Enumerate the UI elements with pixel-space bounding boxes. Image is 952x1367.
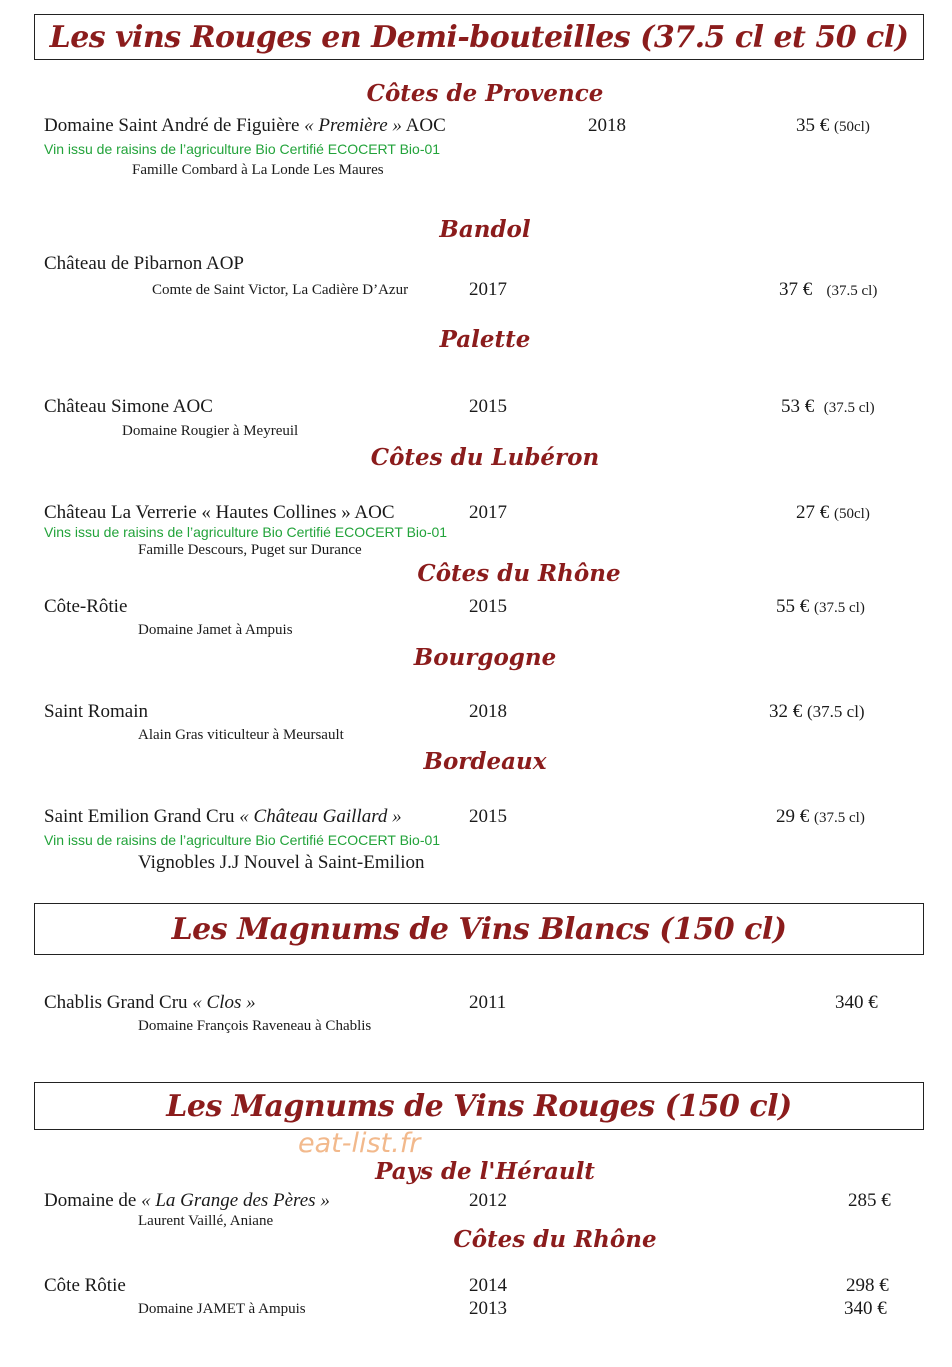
wine-name: Château de Pibarnon AOP — [44, 253, 245, 274]
wine-producer: Alain Gras viticulteur à Meursault — [138, 727, 344, 743]
wine-producer: Laurent Vaillé, Aniane — [138, 1213, 274, 1229]
wine-name: Domaine de « La Grange des Pères » — [44, 1190, 330, 1211]
wine-price: 27 € (50cl) — [796, 502, 870, 523]
wine-year: 2013 — [469, 1298, 507, 1319]
wine-name: Château La Verrerie « Hautes Collines » AOC — [44, 502, 395, 523]
wine-name: Saint Romain — [44, 701, 148, 722]
wine-price: 340 € — [844, 1298, 887, 1319]
wine-producer: Famille Descours, Puget sur Durance — [138, 542, 362, 558]
wine-price: 29 € (37.5 cl) — [776, 806, 865, 827]
wine-year: 2011 — [469, 992, 507, 1013]
section-header-magnums-rouges — [34, 1082, 924, 1130]
wine-name: Saint Emilion Grand Cru « Château Gaillard » — [44, 806, 402, 827]
wine-year: 2015 — [469, 806, 507, 827]
wine-year: 2018 — [469, 701, 507, 722]
region-title-cotes-luberon: Côtes du Lubéron — [370, 444, 600, 471]
wine-name: Château Simone AOC — [44, 396, 213, 417]
wine-price: 53 € (37.5 cl) — [781, 396, 875, 417]
wine-price: 35 € (50cl) — [796, 115, 870, 136]
eco-note: Vin issu de raisins de l’agriculture Bio Certifié ECOCERT Bio-01 — [44, 141, 441, 157]
region-title-palette: Palette — [439, 326, 531, 353]
wine-price: 285 € — [848, 1190, 891, 1211]
wine-name: Côte-Rôtie — [44, 596, 128, 617]
wine-year: 2018 — [588, 115, 626, 136]
wine-producer: Domaine Rougier à Meyreuil — [122, 423, 299, 439]
eco-note: Vins issu de raisins de l’agriculture Bio Certifié ECOCERT Bio-01 — [44, 524, 448, 540]
section-header-magnums-blancs — [34, 903, 924, 955]
region-title-bordeaux: Bordeaux — [423, 748, 547, 775]
wine-year: 2017 — [469, 279, 507, 300]
region-title-pays-herault: Pays de l'Hérault — [375, 1158, 595, 1185]
wine-name: Côte Rôtie — [44, 1275, 126, 1296]
wine-producer: Comte de Saint Victor, La Cadière D’Azur — [152, 282, 409, 298]
wine-producer: Vignobles J.J Nouvel à Saint-Emilion — [138, 852, 425, 873]
wine-year: 2015 — [469, 596, 507, 617]
wine-year: 2015 — [469, 396, 507, 417]
wine-name: Domaine Saint André de Figuière « Première » AOC — [44, 115, 446, 136]
wine-producer: Domaine JAMET à Ampuis — [138, 1301, 306, 1317]
wine-price: 55 € (37.5 cl) — [776, 596, 865, 617]
wine-year: 2017 — [469, 502, 507, 523]
wine-producer: Domaine Jamet à Ampuis — [138, 622, 293, 638]
wine-year: 2012 — [469, 1190, 507, 1211]
region-title-bandol: Bandol — [439, 216, 531, 243]
wine-price: 298 € — [846, 1275, 889, 1296]
section-title: Les Magnums de Vins Rouges (150 cl) — [166, 1088, 792, 1124]
region-title-cotes-rhone: Côtes du Rhône — [417, 560, 621, 587]
watermark: eat-list.fr — [298, 1128, 421, 1159]
region-title-bourgogne: Bourgogne — [413, 644, 557, 671]
wine-producer: Domaine François Raveneau à Chablis — [138, 1018, 372, 1034]
wine-name: Chablis Grand Cru « Clos » — [44, 992, 256, 1013]
section-header-demi-rouges — [34, 14, 924, 60]
wine-price: 32 € (37.5 cl) — [769, 701, 865, 722]
section-title: Les vins Rouges en Demi-bouteilles (37.5 cl et 50 cl) — [49, 19, 909, 55]
eco-note: Vin issu de raisins de l’agriculture Bio Certifié ECOCERT Bio-01 — [44, 832, 441, 848]
region-title-cotes-provence: Côtes de Provence — [366, 80, 604, 107]
section-title: Les Magnums de Vins Blancs (150 cl) — [171, 911, 787, 947]
wine-producer: Famille Combard à La Londe Les Maures — [132, 162, 384, 178]
wine-year: 2014 — [469, 1275, 507, 1296]
wine-price: 340 € — [835, 992, 878, 1013]
region-title-cotes-rhone-magnum: Côtes du Rhône — [453, 1226, 657, 1253]
wine-price: 37 € (37.5 cl) — [779, 279, 878, 300]
